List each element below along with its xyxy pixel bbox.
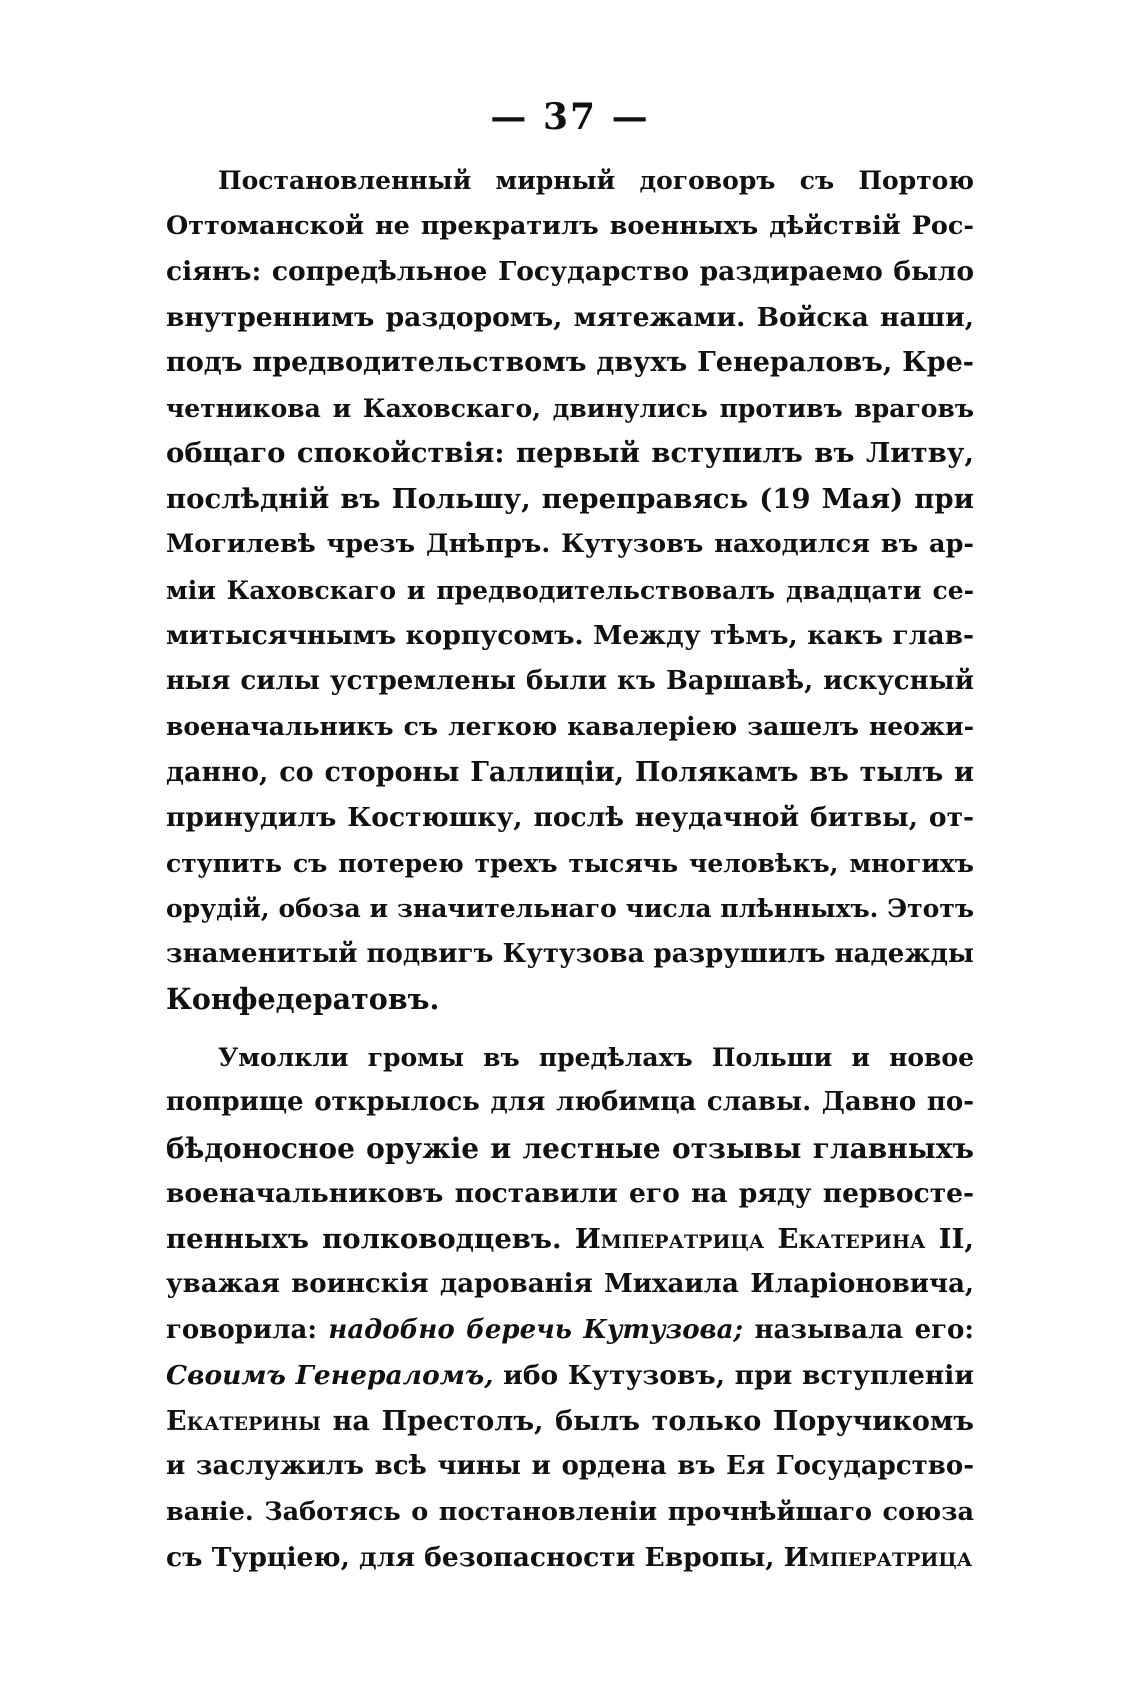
text-segment: Екатерины: [166, 1405, 321, 1437]
text-line: [166, 568, 974, 614]
text-line: [166, 1308, 974, 1354]
text-line: [166, 750, 974, 796]
body-text: [166, 158, 974, 1581]
text-segment: Своимъ Генераломъ,: [166, 1360, 494, 1391]
text-line: [166, 841, 974, 887]
text-segment: военачальниковъ поставили его на ряду первосте-: [166, 1178, 974, 1209]
text-line: [166, 1035, 974, 1081]
text-line: [166, 295, 974, 341]
text-line: [166, 1080, 974, 1126]
text-line: [166, 1535, 974, 1581]
text-segment: общаго спокойствія: первый вступилъ въ Литву,: [166, 437, 974, 469]
text-segment: уважая воинскія дарованія Михаила Иларіоновича,: [166, 1269, 974, 1299]
text-segment: Могилевѣ чрезъ Днѣпръ. Кутузовъ находился въ ар-: [166, 529, 974, 559]
text-segment: Постановленный мирный договоръ съ Портою: [218, 166, 974, 195]
text-line: [166, 386, 974, 432]
text-segment: поприще открылось для любимца славы. Давно по-: [166, 1087, 974, 1117]
text-line: [166, 1126, 974, 1172]
text-segment: митысячнымъ корпусомъ. Между тѣмъ, какъ глав-: [166, 620, 974, 651]
text-segment: и заслужилъ всѣ чины и ордена въ Ея Государство-: [166, 1451, 974, 1481]
page-number: — 37 —: [490, 96, 650, 138]
text-line: [166, 1399, 974, 1445]
text-line: [166, 932, 974, 978]
text-line: [166, 477, 974, 523]
text-segment: ибо Кутузовъ, при вступленіи: [493, 1360, 974, 1391]
text-line: [166, 249, 974, 295]
text-segment: ваніе. Заботясь о постановленіи прочнѣйшаго союза: [166, 1496, 974, 1527]
text-line: [166, 1217, 974, 1263]
text-line: [166, 431, 974, 477]
paragraph-gap: [166, 1023, 974, 1035]
paragraph: [166, 1035, 974, 1581]
text-segment: принудилъ Костюшку, послѣ неудачной битвы, от-: [166, 802, 974, 833]
text-line: [166, 977, 974, 1023]
text-line: [166, 1171, 974, 1217]
text-line: [166, 158, 974, 204]
text-line: [166, 886, 974, 932]
text-segment: пенныхъ полководцевъ.: [166, 1222, 575, 1255]
text-segment: съ Турціею, для безопасности Европы,: [166, 1542, 784, 1573]
text-line: [166, 613, 974, 659]
text-segment: II,: [925, 1222, 974, 1255]
text-segment: Оттоманской не прекратилъ военныхъ дѣйствій Рос-: [166, 210, 974, 241]
text-segment: военачальникъ съ легкою кавалеріею зашелъ неожи-: [166, 712, 974, 741]
text-line: [166, 795, 974, 841]
text-segment: ныя силы устремлены были къ Варшавѣ, искусный: [166, 665, 974, 696]
text-segment: внутреннимъ раздоромъ, мятежами. Войска наши,: [166, 301, 974, 333]
text-segment: Конфедератовъ.: [166, 982, 440, 1016]
text-segment: Умолкли громы въ предѣлахъ Польши и новое: [218, 1042, 974, 1072]
text-segment: орудій, обоза и значительнаго числа плѣнныхъ. Этотъ: [166, 894, 974, 923]
text-segment: бѣдоносное оружіе и лестные отзывы главныхъ: [166, 1131, 974, 1165]
text-segment: четникова и Каховскаго, двинулись противъ враговъ: [166, 393, 974, 423]
text-segment: ступить съ потерею трехъ тысячь человѣкъ, многихъ: [166, 848, 974, 878]
text-segment: надобно беречь Кутузова;: [328, 1314, 744, 1345]
text-segment: міи Каховскаго и предводительствовалъ двадцати се-: [166, 575, 974, 605]
text-segment: Императрица Екатерина: [574, 1222, 926, 1255]
text-segment: данно, со стороны Галлиціи, Полякамъ въ тылъ и: [166, 756, 974, 788]
paragraph: [166, 158, 974, 1023]
text-line: [166, 1444, 974, 1490]
text-line: [166, 704, 974, 750]
text-segment: знаменитый подвигъ Кутузова разрушилъ надежды: [166, 938, 974, 969]
text-line: [166, 340, 974, 386]
text-segment: на Престолъ, былъ только Поручикомъ: [320, 1405, 974, 1437]
text-line: [166, 1353, 974, 1399]
text-line: [166, 1262, 974, 1308]
text-line: [166, 659, 974, 705]
text-line: [166, 522, 974, 568]
text-segment: послѣдній въ Польшу, переправясь (19 Мая) при: [166, 482, 974, 515]
text-segment: говорила:: [166, 1314, 329, 1345]
text-line: [166, 1490, 974, 1536]
text-segment: называла его:: [743, 1314, 974, 1345]
text-segment: подъ предводительствомъ двухъ Генераловъ, Кре-: [166, 347, 974, 378]
text-segment: Императрица: [783, 1542, 973, 1573]
text-line: [166, 204, 974, 250]
text-segment: сіянъ: сопредѣльное Государство раздираемо было: [166, 256, 974, 287]
